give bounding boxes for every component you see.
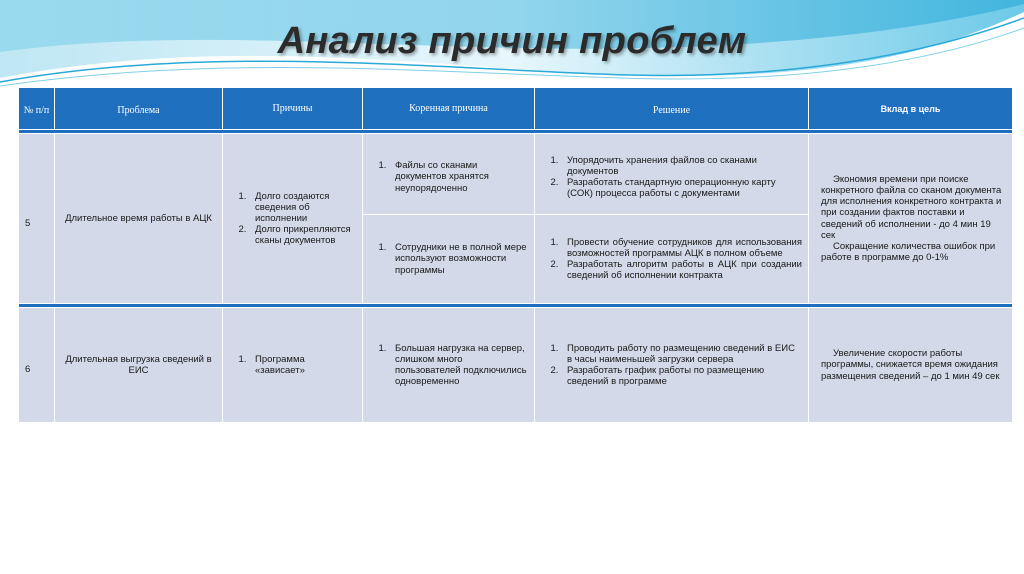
row-number: 5 — [19, 134, 55, 304]
page-title: Анализ причин проблем — [277, 20, 747, 62]
solution-item: 2. Разработать алгоритм работы в АЦК при создании сведений об исполнении контракта — [561, 259, 802, 281]
contribution-text: Увеличение скорости работы программы, снижается время ожидания размещения сведений – до 1 мин 49 сек — [821, 348, 1000, 382]
table-row — [19, 308, 1013, 423]
problem-cell: Длительное время работы в АЦК — [55, 134, 223, 304]
causes-cell — [223, 134, 363, 304]
row-number: 6 — [19, 308, 55, 423]
cause-item: 1. Долго создаются сведения об исполнении — [249, 191, 356, 224]
root-cause-cell — [363, 215, 535, 304]
header-contribution: Вклад в цель — [809, 88, 1013, 130]
contribution-cell — [809, 134, 1013, 304]
problem-analysis-table — [18, 87, 1013, 423]
table-row — [19, 134, 1013, 215]
header-root-cause: Коренная причина — [363, 88, 535, 130]
solution-item: 1. Провести обучение сотрудников для использования возможностей программы АЦК в полном объеме — [561, 237, 802, 259]
causes-cell — [223, 308, 363, 423]
solution-item: 2. Разработать график работы по размещению сведений в программе — [561, 365, 802, 387]
solution-cell — [535, 308, 809, 423]
contribution-cell — [809, 308, 1013, 423]
root-cause-cell — [363, 308, 535, 423]
solution-cell — [535, 215, 809, 304]
cause-item: 2. Долго прикрепляются сканы документов — [249, 224, 356, 246]
header-causes: Причины — [223, 88, 363, 130]
header-solution: Решение — [535, 88, 809, 130]
root-cause-cell — [363, 134, 535, 215]
header-row — [19, 88, 1013, 130]
contribution-text: Сокращение количества ошибок при работе в программе до 0-1% — [821, 240, 996, 263]
header-num: № п/п — [19, 88, 55, 130]
cause-item: 1. Программа «зависает» — [249, 354, 356, 376]
solution-item: 1. Упорядочить хранения файлов со сканами документов — [561, 155, 802, 177]
root-cause-item: 1. Сотрудники не в полной мере используют возможности программы — [389, 242, 528, 275]
root-cause-item: 1. Большая нагрузка на сервер, слишком много пользователей подключились одновременно — [389, 343, 528, 387]
solution-cell — [535, 134, 809, 215]
header-problem: Проблема — [55, 88, 223, 130]
solution-item: 2. Разработать стандартную операционную карту (СОК) процесса работы с документами — [561, 177, 802, 199]
problem-cell: Длительная выгрузка сведений в ЕИС — [55, 308, 223, 423]
contribution-text: Экономия времени при поиске конкретного файла со сканом документа для исполнения конкретного контракта и при создании фактов поставки и сведений об исполнении - до 4 мин 19 сек — [821, 174, 1002, 241]
root-cause-item: 1. Файлы со сканами документов хранятся неупорядоченно — [389, 160, 528, 193]
solution-item: 1. Проводить работу по размещению сведений в ЕИС в часы наименьшей загрузки сервера — [561, 343, 802, 365]
